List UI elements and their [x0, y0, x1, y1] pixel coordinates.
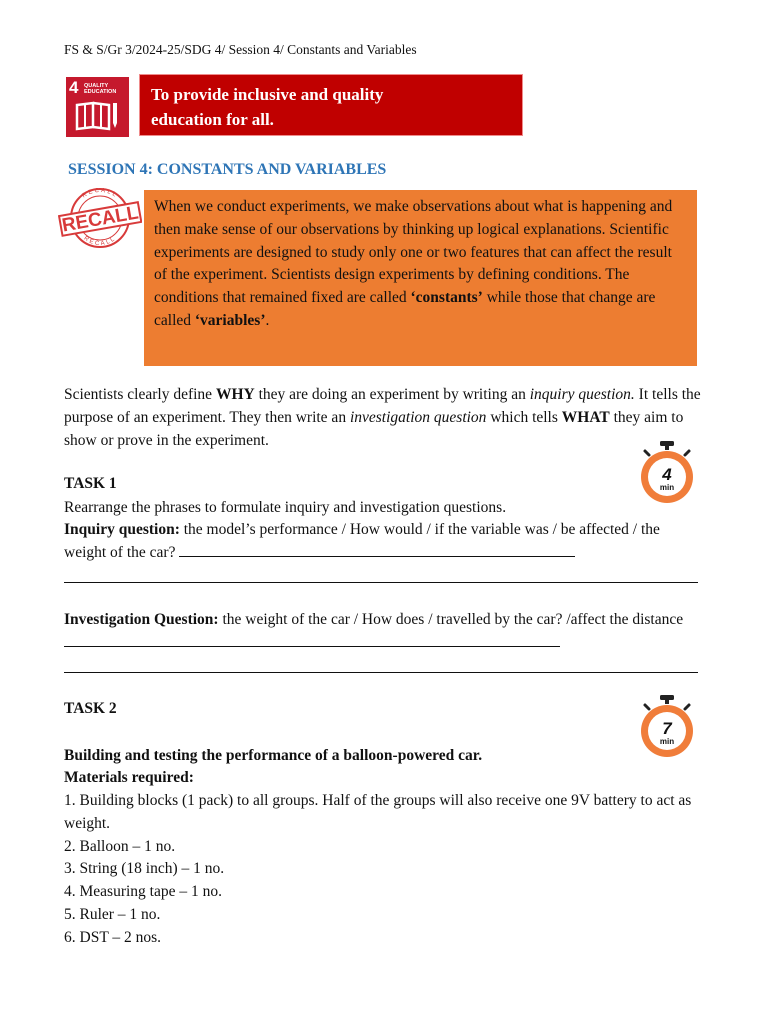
recall-label: RECALL	[60, 202, 141, 237]
intro-paragraph	[64, 384, 704, 452]
materials-label: Materials required:	[64, 769, 194, 786]
banner-line1: To provide inclusive and quality	[151, 85, 384, 104]
what-term: WHAT	[561, 408, 610, 426]
sdg-label-line2: EDUCATION	[84, 89, 117, 95]
materials-list	[64, 790, 704, 950]
list-item: 1. Building blocks (1 pack) to all groups. Half of the groups will also receive one 9V battery to act as weight.	[64, 792, 692, 832]
inquiry-phrases: the model’s performance / How would / if the variable was / be affected / the weight of the car?	[64, 521, 660, 561]
list-item: 2. Balloon – 1 no.	[64, 837, 176, 855]
task1-title: TASK 1	[64, 475, 117, 492]
recall-text-2: while those that change are called	[154, 289, 656, 329]
list-item: 4. Measuring tape – 1 no.	[64, 883, 222, 901]
goal-banner	[139, 74, 523, 136]
recall-text-3: .	[265, 311, 270, 329]
investigation-answer-blank[interactable]	[64, 632, 560, 647]
svg-text:RECALL	[81, 188, 118, 200]
intro-text-1: Scientists clearly define	[64, 386, 216, 403]
investigation-label: Investigation Question:	[64, 611, 219, 628]
inquiry-label: Inquiry question:	[64, 521, 180, 538]
timer-4min-icon	[636, 440, 698, 504]
task1-instruction: Rearrange the phrases to formulate inquiry and investigation questions.	[64, 499, 507, 516]
inquiry-answer-blank[interactable]	[179, 542, 575, 557]
inquiry-question	[64, 519, 704, 565]
sdg-label	[84, 83, 116, 95]
constants-term: ‘constants’	[410, 289, 483, 307]
book-pencil-icon	[75, 101, 121, 131]
banner-line2: education for all.	[151, 110, 274, 129]
list-item: 6. DST – 2 nos.	[64, 928, 162, 946]
timer-value: 7	[662, 719, 672, 738]
task2-heading: Building and testing the performance of a balloon-powered car.	[64, 747, 483, 764]
timer-unit: min	[659, 737, 675, 746]
session-title: SESSION 4: CONSTANTS AND VARIABLES	[68, 161, 387, 178]
sdg-4-quality-education-icon	[66, 77, 129, 137]
variables-term: ‘variables’	[194, 311, 266, 329]
inquiry-term: inquiry question.	[529, 386, 635, 403]
timer-value: 4	[662, 465, 672, 484]
recall-stamp-icon	[58, 187, 142, 249]
document-header: FS & S/Gr 3/2024-25/SDG 4/ Session 4/ Constants and Variables	[64, 42, 417, 57]
investigation-question	[64, 609, 704, 655]
list-item: 5. Ruler – 1 no.	[64, 905, 161, 923]
investigation-term: investigation question	[349, 408, 487, 426]
investigation-answer-line[interactable]	[64, 672, 698, 673]
intro-text-2: they are doing an experiment by writing an	[254, 386, 530, 403]
investigation-phrases: the weight of the car / How does / travelled by the car? /affect the distance	[218, 611, 684, 628]
intro-text-5: they aim to show or prove in the experiment.	[64, 408, 684, 449]
svg-text:RECALL	[83, 236, 118, 248]
sdg-number: 4	[69, 78, 79, 97]
recall-ring-top: RECALL	[81, 187, 119, 200]
timer-unit: min	[659, 483, 675, 492]
inquiry-answer-line[interactable]	[64, 582, 698, 583]
recall-text-1: When we conduct experiments, we make observations about what is happening and then make sense of our observations by thinking up logical explanations. Scientific experiments are designed to study only one or two features that can affect the result of the experiment. Scientists design experiments by defining conditions. The conditions that remained fixed are called	[154, 198, 673, 307]
recall-box	[144, 190, 697, 366]
why-term: WHY	[215, 386, 255, 403]
task2-title: TASK 2	[64, 700, 117, 717]
sdg-label-line1: QUALITY	[84, 83, 109, 89]
list-item: 3. String (18 inch) – 1 no.	[64, 860, 225, 878]
intro-text-4: which tells	[486, 408, 562, 426]
recall-ring-bottom: RECALL	[82, 235, 118, 248]
intro-text-3: It tells the purpose of an experiment. They then write an	[64, 386, 701, 426]
